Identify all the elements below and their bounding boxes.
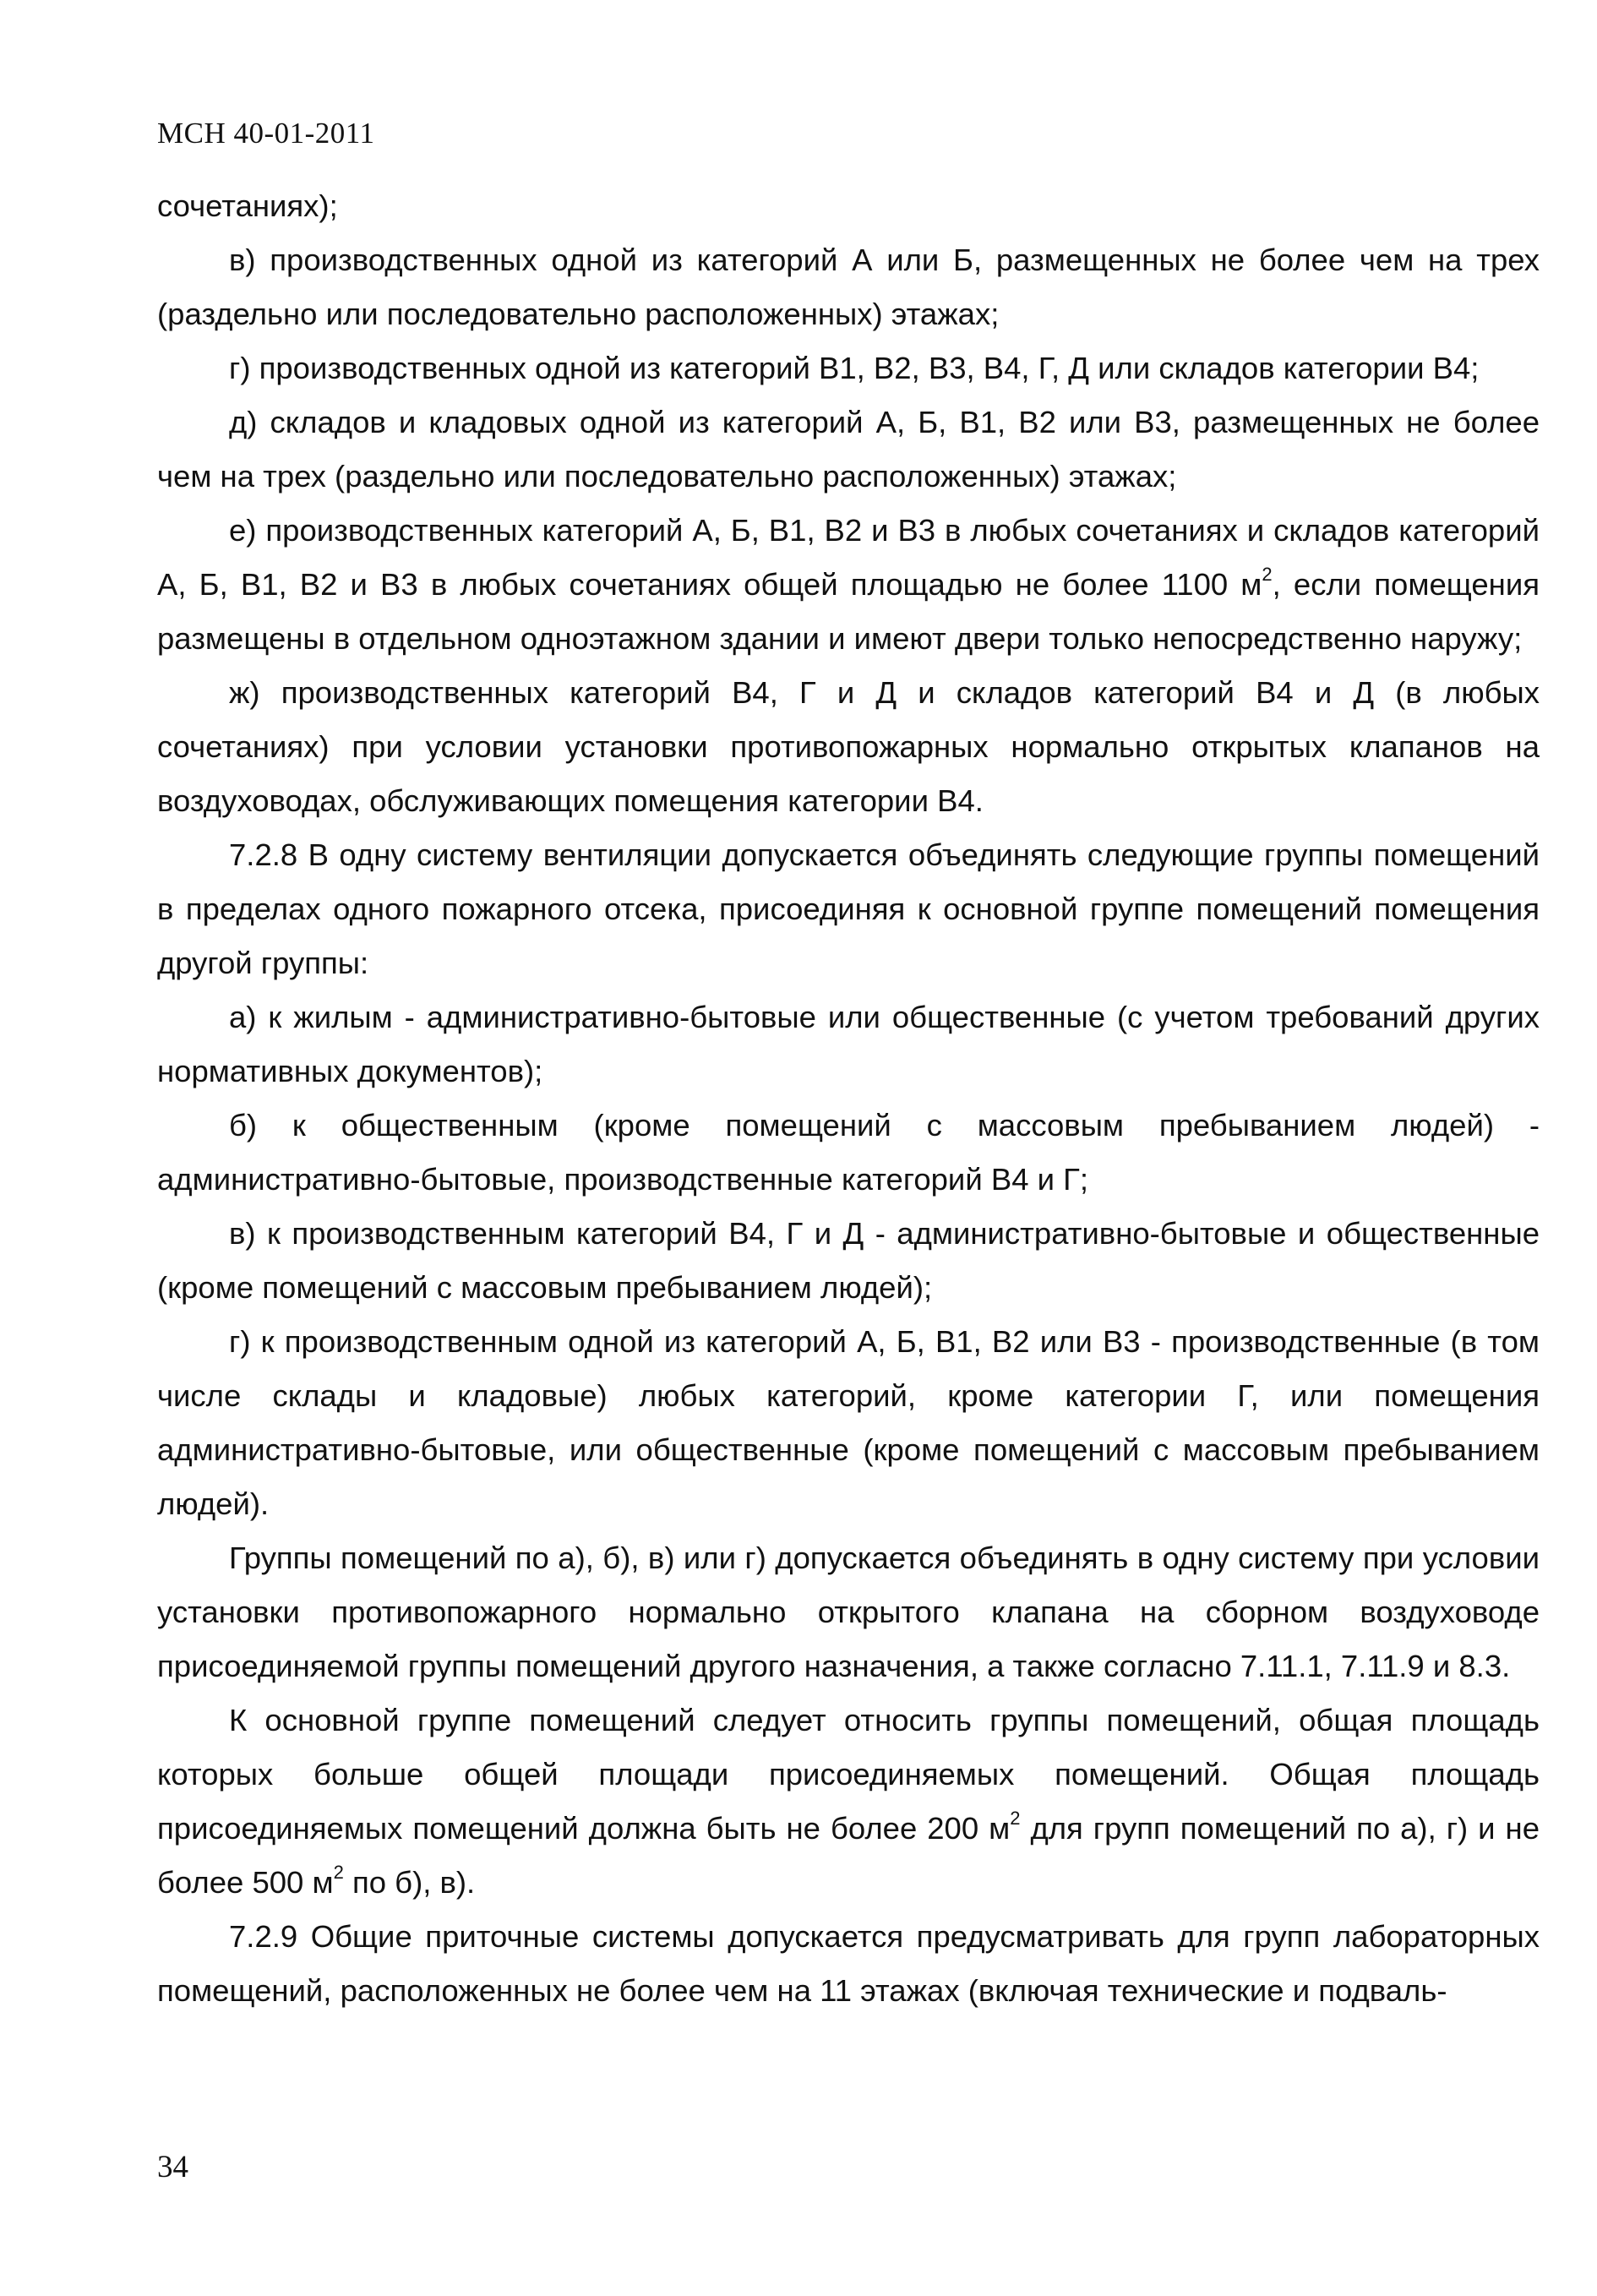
list-item-v: в) производственных одной из категорий А или Б, размещенных не более чем на трех (раздельно или последовательно расположенных) этажах;: [157, 243, 1540, 331]
paragraph-main-group: [157, 1693, 1540, 1910]
superscript-2: 2: [1262, 563, 1273, 585]
list-item-a: а) к жилым - административно-бытовые или общественные (с учетом требований других нормативных документов);: [157, 1000, 1540, 1088]
list-item-b: б) к общественным (кроме помещений с массовым пребыванием людей) - административно-бытовые, производственные категорий В4 и Г;: [157, 1108, 1540, 1197]
main-group-text: К основной группе помещений следует относить группы помещений, общая площадь которых больше общей площади присоединяемых помещений. Общая площадь присоединяемых помещений должна быть не более 200 м: [157, 1703, 1540, 1846]
paragraph-groups: Группы помещений по а), б), в) или г) допускается объединять в одну систему при условии установки противопожарного нормально открытого клапана на сборном воздуховоде присоединяемой группы помещений другого назначения, а также согласно 7.11.1, 7.11.9 и 8.3.: [157, 1541, 1540, 1683]
list-item-g: г) производственных одной из категорий В1, В2, В3, В4, Г, Д или складов категории В4;: [229, 351, 1480, 385]
document-code-header: МСН 40-01-2011: [157, 117, 375, 150]
list-item-e-text-end: , если помещения размещены в отдельном одноэтажном здании и имеют двери только непосредственно наружу;: [157, 567, 1540, 656]
clause-7-2-8: 7.2.8 В одну систему вентиляции допускается объединять следующие группы помещений в пределах одного пожарного отсека, присоединяя к основной группе помещений помещения другой группы:: [157, 837, 1540, 980]
clause-7-2-9: 7.2.9 Общие приточные системы допускается предусматривать для групп лабораторных помещений, расположенных не более чем на 11 этажах (включая технические и подваль-: [157, 1919, 1540, 2008]
list-item-zh: ж) производственных категорий В4, Г и Д и складов категорий В4 и Д (в любых сочетаниях) при условии установки противопожарных нормально открытых клапанов на воздуховодах, обслуживающих помещения категории В4.: [157, 675, 1540, 818]
superscript-2: 2: [333, 1861, 344, 1883]
list-item-d: д) складов и кладовых одной из категорий А, Б, В1, В2 или В3, размещенных не более чем на трех (раздельно или последовательно расположенных) этажах;: [157, 405, 1540, 494]
page-number: 34: [157, 2150, 188, 2184]
main-group-text-mid: для групп помещений по а), г) и не более 500 м: [157, 1811, 1540, 1900]
list-item-g2: г) к производственным одной из категорий А, Б, В1, В2 или В3 - производственные (в том числе склады и кладовые) любых категорий, кроме категории Г, или помещения административно-бытовые, или общественные (кроме помещений с массовым пребыванием людей).: [157, 1324, 1540, 1521]
document-body: [157, 179, 1540, 2018]
list-item-v2: в) к производственным категорий В4, Г и Д - административно-бытовые и общественные (кроме помещений с массовым пребыванием людей);: [157, 1216, 1540, 1305]
superscript-2: 2: [1010, 1807, 1021, 1829]
list-item-e-text: е) производственных категорий А, Б, В1, В2 и В3 в любых сочетаниях и складов категорий А, Б, В1, В2 и В3 в любых сочетаниях общей площадью не более 1100 м: [157, 513, 1540, 602]
list-item-e: [157, 504, 1540, 666]
paragraph-continuation: сочетаниях);: [157, 188, 338, 223]
main-group-text-end: по б), в).: [343, 1865, 476, 1900]
